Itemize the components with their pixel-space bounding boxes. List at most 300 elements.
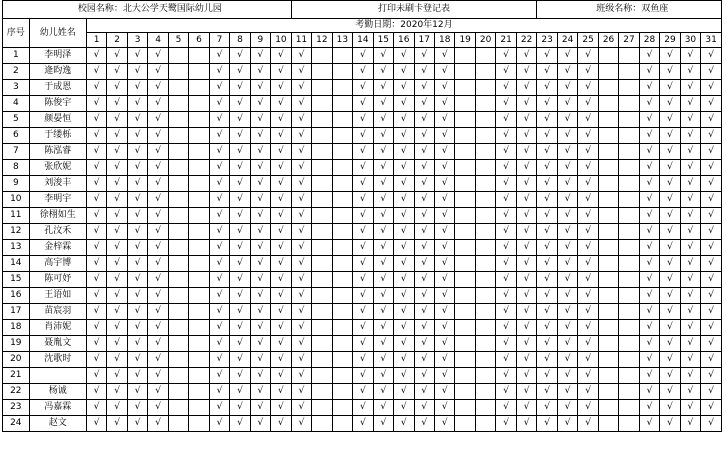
check-mark: √ <box>148 336 168 352</box>
empty-cell <box>598 160 618 176</box>
check-mark: √ <box>414 160 434 176</box>
check-mark: √ <box>394 304 414 320</box>
empty-cell <box>475 144 495 160</box>
check-mark: √ <box>537 224 557 240</box>
row-index: 8 <box>3 160 30 176</box>
check-mark: √ <box>414 288 434 304</box>
row-index: 15 <box>3 272 30 288</box>
check-mark: √ <box>230 128 250 144</box>
check-mark: √ <box>660 256 680 272</box>
check-mark: √ <box>394 80 414 96</box>
check-mark: √ <box>291 288 311 304</box>
check-mark: √ <box>578 192 598 208</box>
check-mark: √ <box>434 288 454 304</box>
empty-cell <box>455 400 475 416</box>
check-mark: √ <box>557 320 577 336</box>
day-header-25: 25 <box>578 33 598 48</box>
check-mark: √ <box>680 176 700 192</box>
empty-cell <box>455 416 475 432</box>
check-mark: √ <box>373 128 393 144</box>
check-mark: √ <box>701 400 722 416</box>
empty-cell <box>332 192 352 208</box>
check-mark: √ <box>434 336 454 352</box>
check-mark: √ <box>660 112 680 128</box>
check-mark: √ <box>701 384 722 400</box>
empty-cell <box>475 112 495 128</box>
empty-cell <box>332 208 352 224</box>
day-header-2: 2 <box>107 33 127 48</box>
check-mark: √ <box>496 352 516 368</box>
empty-cell <box>619 384 639 400</box>
check-mark: √ <box>578 352 598 368</box>
empty-cell <box>455 128 475 144</box>
check-mark: √ <box>516 112 537 128</box>
empty-cell <box>168 224 188 240</box>
day-header-10: 10 <box>271 33 292 48</box>
check-mark: √ <box>86 224 106 240</box>
check-mark: √ <box>516 336 537 352</box>
check-mark: √ <box>250 160 270 176</box>
check-mark: √ <box>127 288 147 304</box>
check-mark: √ <box>250 112 270 128</box>
check-mark: √ <box>496 368 516 384</box>
check-mark: √ <box>537 192 557 208</box>
sheet-edge <box>722 0 726 460</box>
check-mark: √ <box>537 288 557 304</box>
check-mark: √ <box>557 208 577 224</box>
check-mark: √ <box>209 272 229 288</box>
empty-cell <box>189 336 209 352</box>
check-mark: √ <box>86 48 106 64</box>
check-mark: √ <box>680 336 700 352</box>
check-mark: √ <box>578 368 598 384</box>
row-index: 23 <box>3 400 30 416</box>
check-mark: √ <box>209 48 229 64</box>
check-mark: √ <box>209 320 229 336</box>
check-mark: √ <box>209 288 229 304</box>
check-mark: √ <box>353 336 373 352</box>
empty-cell <box>598 272 618 288</box>
empty-cell <box>455 352 475 368</box>
check-mark: √ <box>271 352 292 368</box>
check-mark: √ <box>639 192 659 208</box>
check-mark: √ <box>414 224 434 240</box>
empty-cell <box>475 64 495 80</box>
check-mark: √ <box>291 240 311 256</box>
check-mark: √ <box>680 128 700 144</box>
child-name <box>29 368 86 384</box>
check-mark: √ <box>660 272 680 288</box>
check-mark: √ <box>434 64 454 80</box>
check-mark: √ <box>434 192 454 208</box>
empty-cell <box>455 224 475 240</box>
row-index: 5 <box>3 112 30 128</box>
check-mark: √ <box>291 48 311 64</box>
table-row <box>3 304 722 320</box>
check-mark: √ <box>209 96 229 112</box>
check-mark: √ <box>148 144 168 160</box>
check-mark: √ <box>148 160 168 176</box>
day-header-16: 16 <box>394 33 414 48</box>
empty-cell <box>619 96 639 112</box>
empty-cell <box>189 128 209 144</box>
row-index: 1 <box>3 48 30 64</box>
check-mark: √ <box>127 352 147 368</box>
day-header-3: 3 <box>127 33 147 48</box>
check-mark: √ <box>394 48 414 64</box>
check-mark: √ <box>353 48 373 64</box>
check-mark: √ <box>230 48 250 64</box>
check-mark: √ <box>86 400 106 416</box>
check-mark: √ <box>434 384 454 400</box>
check-mark: √ <box>660 160 680 176</box>
check-mark: √ <box>414 240 434 256</box>
check-mark: √ <box>271 96 292 112</box>
empty-cell <box>189 224 209 240</box>
day-header-31: 31 <box>701 33 722 48</box>
check-mark: √ <box>148 368 168 384</box>
check-mark: √ <box>107 160 127 176</box>
empty-cell <box>598 128 618 144</box>
empty-cell <box>168 80 188 96</box>
empty-cell <box>598 240 618 256</box>
check-mark: √ <box>394 384 414 400</box>
check-mark: √ <box>660 128 680 144</box>
check-mark: √ <box>148 128 168 144</box>
check-mark: √ <box>250 176 270 192</box>
check-mark: √ <box>557 400 577 416</box>
check-mark: √ <box>537 208 557 224</box>
empty-cell <box>598 176 618 192</box>
check-mark: √ <box>271 192 292 208</box>
child-name: 高宇博 <box>29 256 86 272</box>
check-mark: √ <box>373 160 393 176</box>
check-mark: √ <box>516 320 537 336</box>
empty-cell <box>619 288 639 304</box>
check-mark: √ <box>148 240 168 256</box>
check-mark: √ <box>414 80 434 96</box>
check-mark: √ <box>680 240 700 256</box>
check-mark: √ <box>701 240 722 256</box>
check-mark: √ <box>373 192 393 208</box>
check-mark: √ <box>353 352 373 368</box>
table-row <box>3 96 722 112</box>
check-mark: √ <box>434 400 454 416</box>
check-mark: √ <box>578 64 598 80</box>
empty-cell <box>619 176 639 192</box>
check-mark: √ <box>373 384 393 400</box>
empty-cell <box>332 160 352 176</box>
check-mark: √ <box>414 208 434 224</box>
check-mark: √ <box>537 240 557 256</box>
check-mark: √ <box>291 160 311 176</box>
empty-cell <box>475 352 495 368</box>
empty-cell <box>598 48 618 64</box>
day-header-18: 18 <box>434 33 454 48</box>
check-mark: √ <box>660 96 680 112</box>
check-mark: √ <box>639 112 659 128</box>
check-mark: √ <box>148 256 168 272</box>
empty-cell <box>332 176 352 192</box>
empty-cell <box>598 288 618 304</box>
check-mark: √ <box>516 160 537 176</box>
check-mark: √ <box>373 304 393 320</box>
check-mark: √ <box>107 208 127 224</box>
check-mark: √ <box>373 288 393 304</box>
child-name: 徐栩如生 <box>29 208 86 224</box>
empty-cell <box>619 368 639 384</box>
row-index: 10 <box>3 192 30 208</box>
check-mark: √ <box>373 320 393 336</box>
check-mark: √ <box>127 160 147 176</box>
check-mark: √ <box>496 384 516 400</box>
check-mark: √ <box>353 256 373 272</box>
check-mark: √ <box>148 352 168 368</box>
empty-cell <box>168 352 188 368</box>
check-mark: √ <box>230 64 250 80</box>
empty-cell <box>189 64 209 80</box>
check-mark: √ <box>537 80 557 96</box>
check-mark: √ <box>660 80 680 96</box>
check-mark: √ <box>107 256 127 272</box>
check-mark: √ <box>394 288 414 304</box>
table-row <box>3 288 722 304</box>
check-mark: √ <box>701 352 722 368</box>
check-mark: √ <box>86 80 106 96</box>
check-mark: √ <box>639 80 659 96</box>
check-mark: √ <box>271 416 292 432</box>
empty-cell <box>312 192 332 208</box>
check-mark: √ <box>230 208 250 224</box>
empty-cell <box>189 96 209 112</box>
check-mark: √ <box>496 160 516 176</box>
check-mark: √ <box>230 320 250 336</box>
check-mark: √ <box>639 288 659 304</box>
check-mark: √ <box>516 240 537 256</box>
check-mark: √ <box>86 176 106 192</box>
empty-cell <box>598 400 618 416</box>
index-header: 序号 <box>3 19 30 48</box>
day-header-28: 28 <box>639 33 659 48</box>
check-mark: √ <box>578 96 598 112</box>
check-mark: √ <box>250 288 270 304</box>
check-mark: √ <box>209 384 229 400</box>
check-mark: √ <box>639 160 659 176</box>
child-name: 张欣妮 <box>29 160 86 176</box>
check-mark: √ <box>148 416 168 432</box>
check-mark: √ <box>291 208 311 224</box>
check-mark: √ <box>394 352 414 368</box>
row-index: 24 <box>3 416 30 432</box>
empty-cell <box>332 64 352 80</box>
check-mark: √ <box>271 304 292 320</box>
empty-cell <box>312 224 332 240</box>
empty-cell <box>332 224 352 240</box>
check-mark: √ <box>271 368 292 384</box>
check-mark: √ <box>250 128 270 144</box>
check-mark: √ <box>394 64 414 80</box>
check-mark: √ <box>537 368 557 384</box>
empty-cell <box>168 256 188 272</box>
check-mark: √ <box>557 240 577 256</box>
empty-cell <box>475 240 495 256</box>
check-mark: √ <box>516 288 537 304</box>
empty-cell <box>312 416 332 432</box>
empty-cell <box>312 112 332 128</box>
check-mark: √ <box>271 112 292 128</box>
check-mark: √ <box>660 176 680 192</box>
check-mark: √ <box>148 112 168 128</box>
check-mark: √ <box>680 96 700 112</box>
check-mark: √ <box>209 144 229 160</box>
empty-cell <box>598 336 618 352</box>
check-mark: √ <box>680 48 700 64</box>
check-mark: √ <box>414 320 434 336</box>
check-mark: √ <box>250 304 270 320</box>
check-mark: √ <box>209 64 229 80</box>
check-mark: √ <box>434 416 454 432</box>
check-mark: √ <box>414 304 434 320</box>
check-mark: √ <box>250 192 270 208</box>
table-row <box>3 160 722 176</box>
check-mark: √ <box>86 368 106 384</box>
check-mark: √ <box>148 80 168 96</box>
day-header-4: 4 <box>148 33 168 48</box>
check-mark: √ <box>496 192 516 208</box>
check-mark: √ <box>557 288 577 304</box>
child-name: 颜晏恒 <box>29 112 86 128</box>
check-mark: √ <box>496 96 516 112</box>
row-index: 17 <box>3 304 30 320</box>
empty-cell <box>168 304 188 320</box>
check-mark: √ <box>496 64 516 80</box>
check-mark: √ <box>127 64 147 80</box>
check-mark: √ <box>660 192 680 208</box>
empty-cell <box>168 160 188 176</box>
check-mark: √ <box>434 160 454 176</box>
day-header-12: 12 <box>312 33 332 48</box>
check-mark: √ <box>250 256 270 272</box>
check-mark: √ <box>291 80 311 96</box>
check-mark: √ <box>434 272 454 288</box>
check-mark: √ <box>660 368 680 384</box>
empty-cell <box>168 96 188 112</box>
check-mark: √ <box>230 416 250 432</box>
empty-cell <box>168 144 188 160</box>
check-mark: √ <box>353 304 373 320</box>
child-name: 陈可妤 <box>29 272 86 288</box>
check-mark: √ <box>639 208 659 224</box>
row-index: 18 <box>3 320 30 336</box>
day-header-24: 24 <box>557 33 577 48</box>
check-mark: √ <box>230 256 250 272</box>
empty-cell <box>189 416 209 432</box>
check-mark: √ <box>353 176 373 192</box>
empty-cell <box>332 112 352 128</box>
check-mark: √ <box>557 416 577 432</box>
empty-cell <box>168 288 188 304</box>
check-mark: √ <box>537 64 557 80</box>
check-mark: √ <box>434 224 454 240</box>
check-mark: √ <box>86 208 106 224</box>
check-mark: √ <box>250 144 270 160</box>
check-mark: √ <box>353 384 373 400</box>
check-mark: √ <box>496 320 516 336</box>
check-mark: √ <box>209 240 229 256</box>
empty-cell <box>598 208 618 224</box>
check-mark: √ <box>250 48 270 64</box>
empty-cell <box>332 336 352 352</box>
check-mark: √ <box>537 96 557 112</box>
day-header-1: 1 <box>86 33 106 48</box>
check-mark: √ <box>250 320 270 336</box>
empty-cell <box>475 304 495 320</box>
check-mark: √ <box>434 176 454 192</box>
empty-cell <box>312 304 332 320</box>
check-mark: √ <box>537 160 557 176</box>
class-name: 班级名称：双鱼座 <box>537 1 722 19</box>
check-mark: √ <box>701 336 722 352</box>
check-mark: √ <box>660 64 680 80</box>
empty-cell <box>619 272 639 288</box>
check-mark: √ <box>414 384 434 400</box>
check-mark: √ <box>127 320 147 336</box>
check-mark: √ <box>680 112 700 128</box>
check-mark: √ <box>209 192 229 208</box>
check-mark: √ <box>414 352 434 368</box>
empty-cell <box>312 288 332 304</box>
table-row <box>3 352 722 368</box>
table-row <box>3 176 722 192</box>
check-mark: √ <box>639 368 659 384</box>
empty-cell <box>168 112 188 128</box>
check-mark: √ <box>86 112 106 128</box>
check-mark: √ <box>680 144 700 160</box>
check-mark: √ <box>291 336 311 352</box>
row-index: 14 <box>3 256 30 272</box>
child-name: 冯嘉霖 <box>29 400 86 416</box>
check-mark: √ <box>578 272 598 288</box>
empty-cell <box>455 320 475 336</box>
empty-cell <box>475 416 495 432</box>
attendance-table <box>2 0 722 432</box>
table-row <box>3 384 722 400</box>
check-mark: √ <box>353 224 373 240</box>
child-name: 陈泓睿 <box>29 144 86 160</box>
check-mark: √ <box>394 240 414 256</box>
empty-cell <box>168 192 188 208</box>
check-mark: √ <box>578 224 598 240</box>
check-mark: √ <box>373 208 393 224</box>
empty-cell <box>332 400 352 416</box>
check-mark: √ <box>209 352 229 368</box>
check-mark: √ <box>414 48 434 64</box>
check-mark: √ <box>557 224 577 240</box>
empty-cell <box>475 160 495 176</box>
check-mark: √ <box>557 192 577 208</box>
check-mark: √ <box>639 128 659 144</box>
check-mark: √ <box>639 96 659 112</box>
check-mark: √ <box>557 176 577 192</box>
empty-cell <box>312 352 332 368</box>
check-mark: √ <box>353 240 373 256</box>
empty-cell <box>475 368 495 384</box>
check-mark: √ <box>271 320 292 336</box>
check-mark: √ <box>250 352 270 368</box>
check-mark: √ <box>209 224 229 240</box>
check-mark: √ <box>516 96 537 112</box>
empty-cell <box>475 336 495 352</box>
